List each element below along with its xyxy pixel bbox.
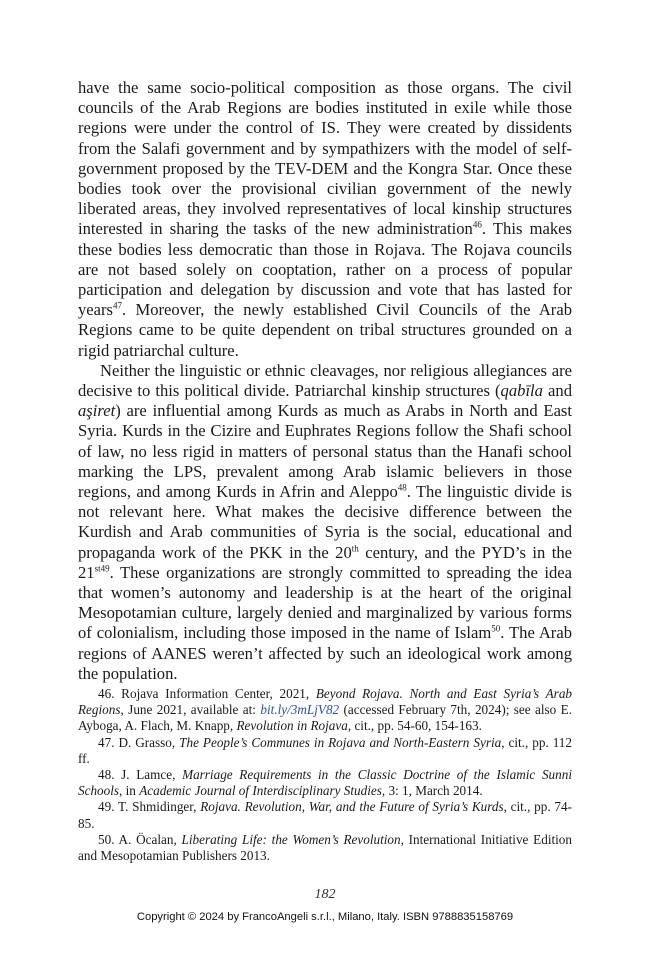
footnotes bbox=[78, 686, 572, 864]
text-span: , International Initiative Edition and Mesopotamian Publishers 2013. bbox=[78, 831, 572, 864]
text-span: , June 2021, available at: bbox=[120, 702, 261, 718]
text-span: 47. D. Grasso, bbox=[98, 734, 180, 750]
text-span: 46. Rojava Information Center, 2021, bbox=[98, 686, 316, 701]
text-span: , cit., pp. 54-60, 154-163. bbox=[347, 718, 482, 734]
footnote-ref-49[interactable]: st49 bbox=[94, 563, 110, 574]
footnote-48 bbox=[78, 767, 572, 799]
text-span: . These organizations are strongly committed to spreading the idea that women’s autonomy and leadership is at the heart of the original Mesopotamian culture, largely denied and marginalized by various forms of colonialism, including those imposed in the name of Islam bbox=[78, 562, 572, 643]
footnote-47 bbox=[78, 735, 572, 767]
cited-title: Liberating Life: the Women’s Revolution bbox=[181, 831, 401, 847]
text-span: . The Arab regions of AANES weren’t affected by such an ideological work among the population. bbox=[78, 623, 572, 683]
text-span: 48. J. Lamce, bbox=[98, 767, 183, 783]
footnote-ref-47[interactable]: 47 bbox=[113, 300, 123, 311]
term-qabila: qabīla bbox=[500, 381, 543, 401]
footnote-49 bbox=[78, 799, 572, 831]
footnote-link[interactable]: bit.ly/3mLjV82 bbox=[260, 702, 340, 718]
text-span: 50. A. Öcalan, bbox=[98, 831, 182, 847]
term-asiret: aşiret bbox=[78, 401, 116, 421]
footnote-ref-48[interactable]: 48 bbox=[397, 482, 407, 493]
cited-title: Marriage Requirements in the Classic Doctrine of the Islamic Sunni Schools bbox=[78, 767, 572, 799]
text-span: . Moreover, the newly established Civil Councils of the Arab Regions came to be quite dependent on tribal structures grounded on a rigid patriarchal culture. bbox=[78, 300, 572, 360]
cited-journal: Academic Journal of Interdisciplinary Studies bbox=[139, 783, 382, 799]
copyright-notice: Copyright © 2024 by FrancoAngeli s.r.l., Milano, Italy. ISBN 9788835158769 bbox=[136, 911, 514, 923]
text-span: . The linguistic divide is not relevant here. What makes the decisive difference between the Kurdish and Arab communities of Syria is the social, educational and propaganda work of the PKK in the 20 bbox=[78, 482, 572, 562]
text-span: ) are influential among Kurds as much as Arabs in North and East Syria. Kurds in the Cizire and Euphrates Regions follow the Shafi school of law, no less rigid in matters of personal status than the Hanafi school marking the LPS, prevalent among Arab islamic believers in those regions, and among Kurds in Afrin and Aleppo bbox=[78, 401, 572, 502]
text-span: have the same socio-political composition as those organs. The civil councils of the Arab Regions are bodies instituted in exile while those regions were under the control of IS. They were created by dissidents from the Salafi government and by sympathizers with the model of self-government proposed by the TEV-DEM and the Kongra Star. Once these bodies took over the provisional civilian government of the newly liberated areas, they involved representatives of local kinship structures interested in sharing the tasks of the new administration bbox=[78, 78, 572, 239]
paragraph-2 bbox=[78, 361, 572, 684]
footnote-50 bbox=[78, 832, 572, 864]
text-span: 49. T. Shmidinger, bbox=[98, 799, 201, 815]
footnote-46 bbox=[78, 686, 572, 735]
cited-title: The People’s Communes in Rojava and North-Eastern Syria bbox=[179, 734, 502, 750]
paragraph-1 bbox=[78, 78, 572, 361]
text-span: , cit., pp. 112 ff. bbox=[78, 734, 572, 766]
cited-title: Beyond Rojava. North and East Syria’s Arab Regions bbox=[78, 686, 573, 718]
text-span: . This makes these bodies less democratic than those in Rojava. The Rojava councils are not based solely on cooptation, rather on a process of popular participation and delegation by discussion and vote that has lasted for years bbox=[78, 219, 572, 320]
text-span: , 3: 1, March 2014. bbox=[381, 783, 483, 799]
footnote-ref-50[interactable]: 50 bbox=[491, 623, 501, 634]
text-span: Neither the linguistic or ethnic cleavages, nor religious allegiances are decisive to this political divide. Patriarchal kinship structures ( bbox=[78, 360, 572, 401]
main-text bbox=[78, 78, 572, 684]
superscript-th: th bbox=[351, 543, 359, 554]
page-number: 182 bbox=[314, 887, 336, 902]
text-span: and bbox=[542, 381, 572, 401]
text-span: (accessed February 7th, 2024); see also E. Ayboga, A. Flach, M. Knapp, bbox=[78, 702, 572, 734]
text-span: , cit., pp. 74-85. bbox=[78, 799, 572, 831]
text-span: century, and the PYD’s in the 21 bbox=[78, 542, 572, 582]
footnote-ref-46[interactable]: 46 bbox=[472, 219, 482, 230]
cited-title: Rojava. Revolution, War, and the Future of Syria’s Kurds bbox=[200, 799, 504, 815]
text-span: , in bbox=[119, 783, 140, 799]
cited-title: Revolution in Rojava bbox=[236, 718, 348, 734]
